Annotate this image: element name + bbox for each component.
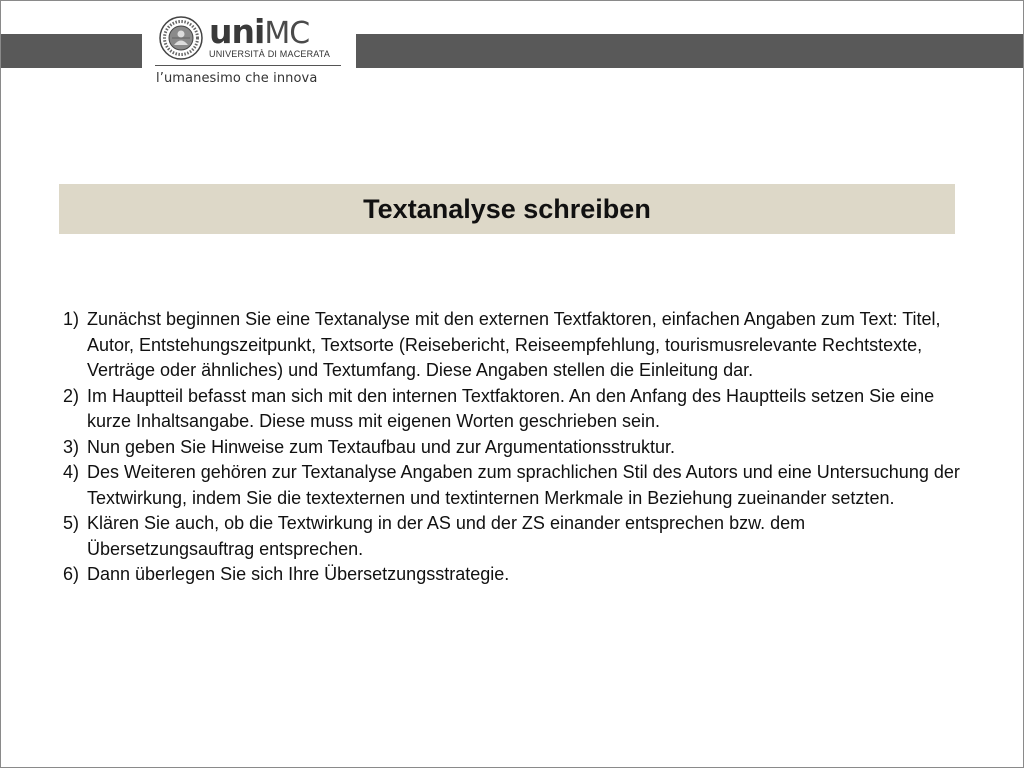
logo-divider: [155, 65, 341, 66]
brand-primary: uni: [209, 12, 265, 51]
slide-title: Textanalyse schreiben: [363, 193, 651, 224]
university-logo: [151, 11, 351, 91]
list-item-number: 6): [63, 564, 80, 584]
list-item-number: 5): [63, 513, 80, 533]
list-item: [63, 307, 963, 384]
brand-subtitle: UNIVERSITÀ DI MACERATA: [209, 49, 331, 59]
list-item-text: Zunächst beginnen Sie eine Textanalyse mit den externen Textfaktoren, einfachen Angaben zum Text: Titel, Autor, Entstehungszeitpunkt, Textsorte (Reisebericht, Reiseempfehlung, tourismusrelevante Rechtstexte, Verträge oder ähnliches) und Textumfang. Diese Angaben stellen die Einleitung dar.: [87, 309, 941, 380]
list-item: [63, 511, 963, 562]
content-list: [63, 307, 963, 588]
list-item-text: Im Hauptteil befasst man sich mit den internen Textfaktoren. An den Anfang des Hauptteils setzen Sie eine kurze Inhaltsangabe. Diese muss mit eigenen Worten geschrieben sein.: [87, 385, 935, 431]
list-item-number: 3): [63, 436, 80, 457]
list-item-text: Des Weiteren gehören zur Textanalyse Angaben zum sprachlichen Stil des Autors und eine Untersuchung der Textwirkung, indem Sie die textexternen und textinternen Merkmale in Beziehung zueinander setzten.: [87, 462, 960, 508]
list-item-number: 4): [63, 462, 80, 482]
title-bar: [59, 184, 955, 234]
list-item: [63, 435, 963, 461]
list-item-text: Dann überlegen Sie sich Ihre Übersetzungsstrategie.: [87, 564, 510, 584]
list-item-text: Nun geben Sie Hinweise zum Textaufbau und zur Argumentationsstruktur.: [87, 436, 676, 457]
list-item-text: Klären Sie auch, ob die Textwirkung in der AS und der ZS einander entsprechen bzw. dem Übersetzungsauftrag entsprechen.: [87, 513, 806, 559]
brand-secondary: MC: [264, 16, 310, 51]
header-band-left: [1, 34, 142, 68]
list-item: [63, 562, 963, 588]
logo-tagline: l’umanesimo che innova: [156, 71, 318, 86]
header-band-right: [356, 34, 1023, 68]
list-item: [63, 384, 963, 435]
university-seal-icon: [159, 16, 203, 60]
list-item-number: 2): [63, 385, 80, 406]
list-item-number: 1): [63, 309, 80, 329]
list-item: [63, 460, 963, 511]
